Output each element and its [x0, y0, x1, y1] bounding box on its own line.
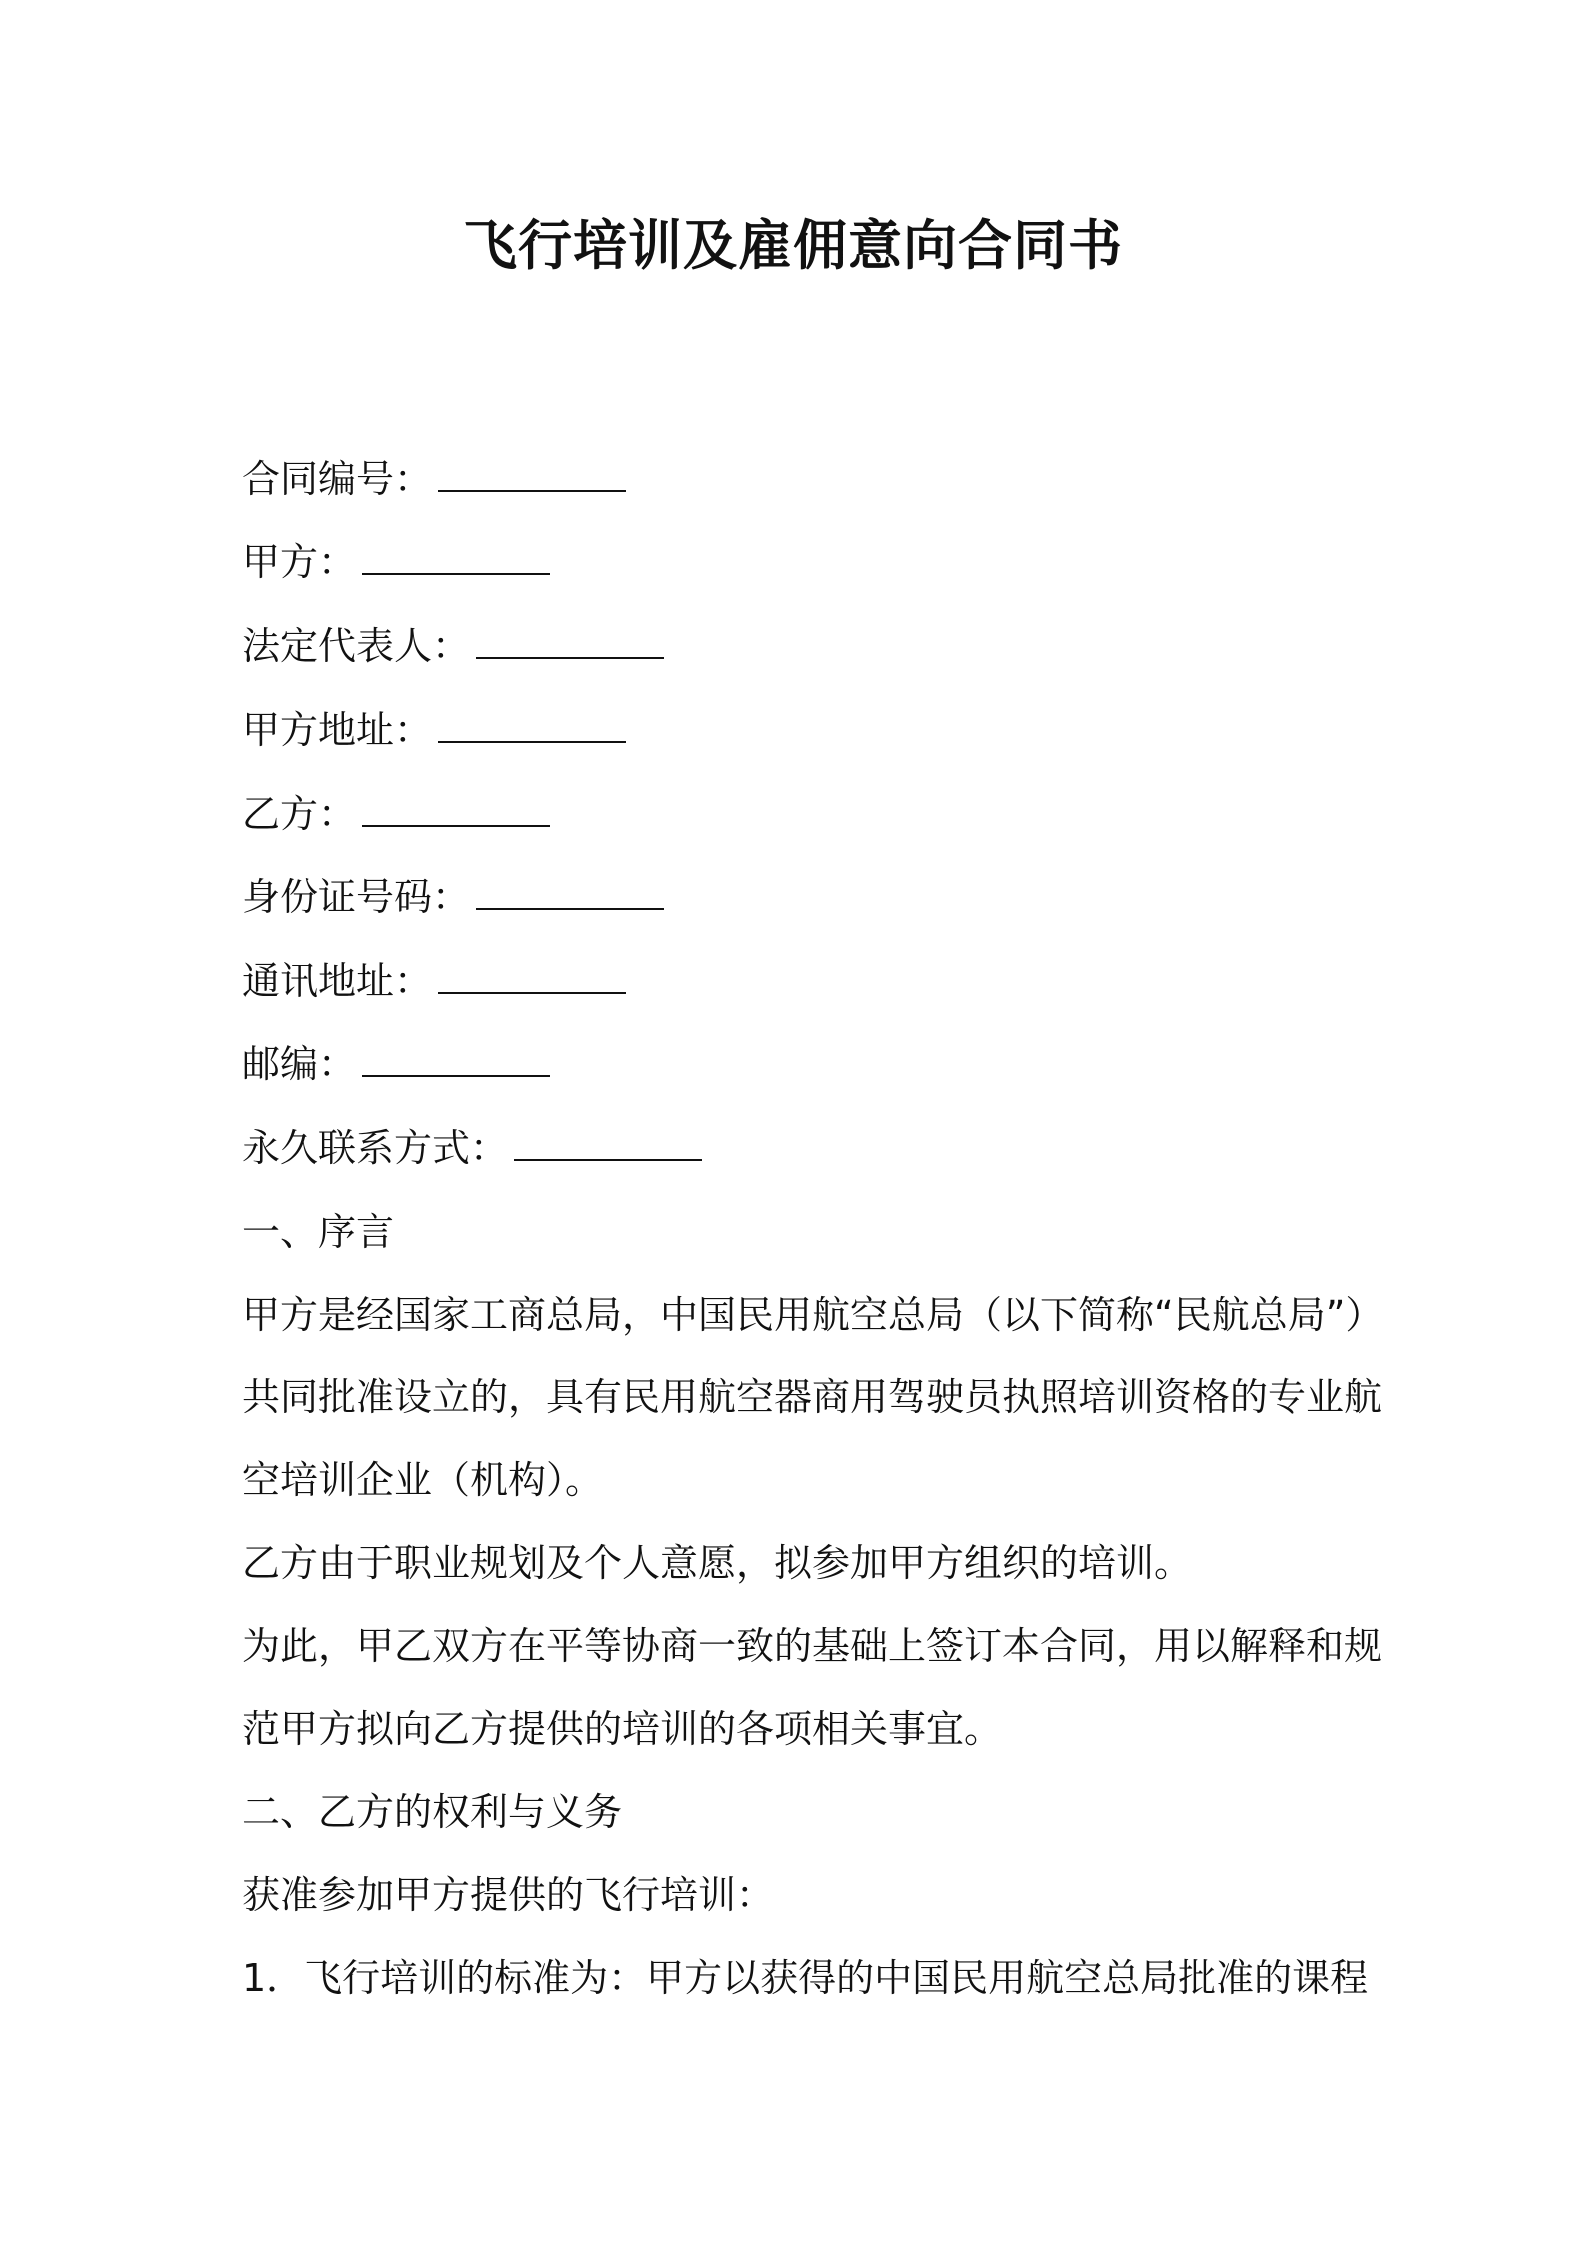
field-label: 法定代表人： [242, 624, 471, 668]
document-title: 飞行培训及雇佣意向合同书 [463, 214, 1123, 277]
blank-line [362, 1075, 550, 1077]
party-b-field [242, 789, 550, 839]
legal-representative-field [242, 621, 664, 671]
field-label: 邮编： [242, 1042, 357, 1086]
paragraph-line: 共同批准设立的，具有民用航空器商用驾驶员执照培训资格的专业航 [242, 1375, 1383, 1419]
mailing-address-field [242, 956, 626, 1006]
contract-number-field [242, 454, 626, 504]
blank-line [438, 741, 626, 743]
paragraph-line: 为此，甲乙双方在平等协商一致的基础上签订本合同，用以解释和规 [242, 1624, 1383, 1668]
paragraph-line: 获准参加甲方提供的飞行培训： [242, 1873, 775, 1917]
party-a-field [242, 537, 550, 587]
paragraph-line: 甲方是经国家工商总局，中国民用航空总局（以下简称“民航总局”） [242, 1293, 1384, 1337]
blank-line [514, 1159, 702, 1161]
field-label: 合同编号： [242, 457, 433, 501]
field-label: 乙方： [242, 792, 357, 836]
field-label: 身份证号码： [242, 875, 471, 919]
blank-line [362, 825, 550, 827]
id-number-field [242, 872, 664, 922]
section-heading: 二、乙方的权利与义务 [242, 1790, 623, 1834]
paragraph-line: 范甲方拟向乙方提供的培训的各项相关事宜。 [242, 1707, 1003, 1751]
blank-line [438, 490, 626, 492]
paragraph-line: 空培训企业（机构）。 [242, 1458, 604, 1502]
field-label: 甲方： [242, 540, 357, 584]
paragraph-line: 1．飞行培训的标准为：甲方以获得的中国民用航空总局批准的课程 [242, 1956, 1369, 2000]
field-label: 甲方地址： [242, 708, 433, 752]
blank-line [476, 908, 664, 910]
blank-line [362, 573, 550, 575]
blank-line [476, 657, 664, 659]
postal-code-field [242, 1039, 550, 1089]
party-a-address-field [242, 705, 626, 755]
blank-line [438, 992, 626, 994]
permanent-contact-field [242, 1123, 702, 1173]
field-label: 永久联系方式： [242, 1126, 509, 1170]
section-heading: 一、序言 [242, 1210, 395, 1254]
paragraph-line: 乙方由于职业规划及个人意愿，拟参加甲方组织的培训。 [242, 1541, 1193, 1585]
field-label: 通讯地址： [242, 959, 433, 1003]
